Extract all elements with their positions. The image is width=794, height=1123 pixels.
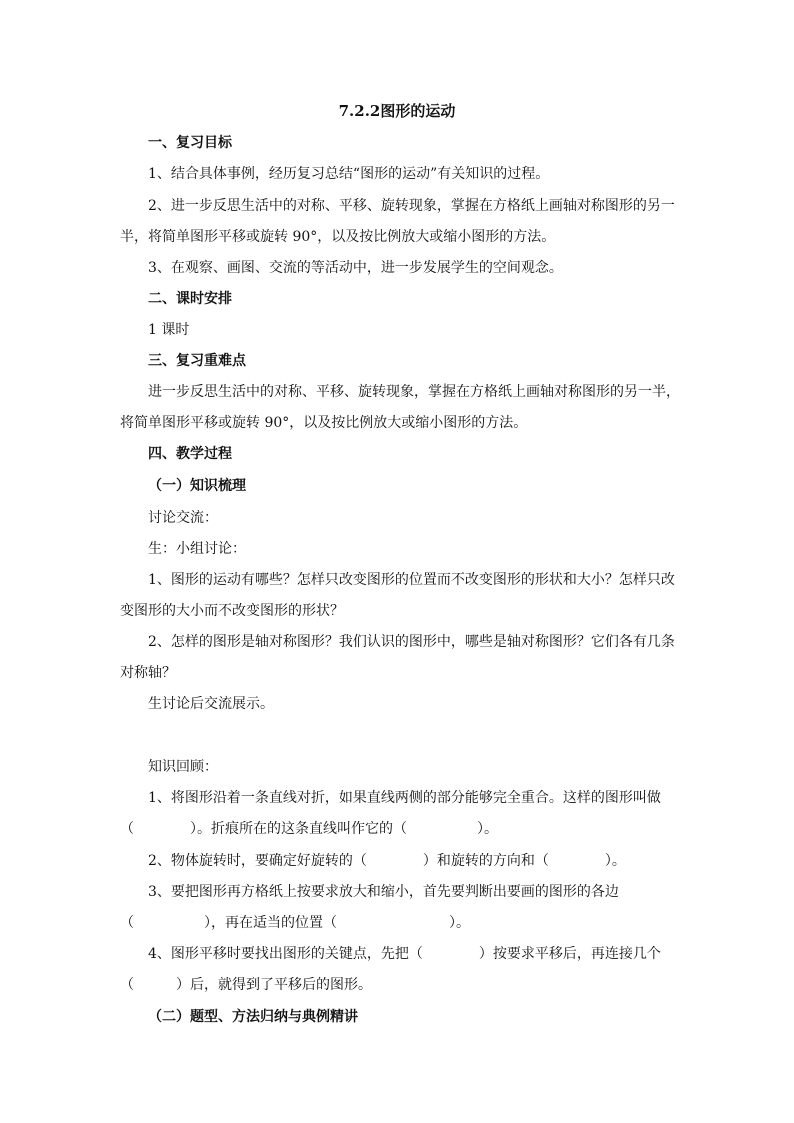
review-item-3-line-2: （ ），再在适当的位置（ ）。 <box>120 915 470 931</box>
paragraph-key-points-line-2: 将简单图形平移或旋转 90°，以及按比例放大或缩小图形的方法。 <box>120 415 528 431</box>
section-heading-teaching-process: 四、教学过程 <box>148 446 232 462</box>
review-item-4-line-2: （ ）后，就得到了平移后的图形。 <box>120 977 372 993</box>
review-item-3-line-1: 3、要把图形再方格纸上按要求放大和缩小，首先要判断出要画的图形的各边 <box>148 884 619 900</box>
section-heading-key-points: 三、复习重难点 <box>148 353 246 369</box>
document-title: 7.2.2图形的运动 <box>338 102 456 120</box>
paragraph-knowledge-review: 知识回顾： <box>148 759 218 775</box>
section-heading-schedule: 二、课时安排 <box>148 291 232 307</box>
paragraph-present-results: 生讨论后交流展示。 <box>148 696 274 712</box>
subheading-knowledge-overview: （一）知识梳理 <box>148 478 246 494</box>
paragraph-group-discussion: 生：小组讨论： <box>148 541 246 557</box>
question-2-line-2: 对称轴？ <box>120 665 176 681</box>
paragraph-goal-2-line-1: 2、进一步反思生活中的对称、平移、旋转现象，掌握在方格纸上画轴对称图形的另一 <box>148 198 675 214</box>
review-item-4-line-1: 4、图形平移时要找出图形的关键点，先把（ ）按要求平移后，再连接几个 <box>148 946 661 962</box>
question-2-line-1: 2、怎样的图形是轴对称图形？我们认识的图形中，哪些是轴对称图形？它们各有几条 <box>148 634 675 650</box>
paragraph-goal-3: 3、在观察、画图、交流的等活动中，进一步发展学生的空间观念。 <box>148 260 563 276</box>
section-heading-review-goals: 一、复习目标 <box>148 135 232 151</box>
subheading-question-types: （二）题型、方法归纳与典例精讲 <box>148 1009 358 1025</box>
paragraph-discussion: 讨论交流： <box>148 510 218 526</box>
question-1-line-2: 变图形的大小而不改变图形的形状？ <box>120 603 344 619</box>
review-item-1-line-2: （ ）。折痕所在的这条直线叫作它的（ ）。 <box>120 821 498 837</box>
paragraph-schedule: 1 课时 <box>148 322 190 338</box>
review-item-1-line-1: 1、将图形沿着一条直线对折，如果直线两侧的部分能够完全重合。这样的图形叫做 <box>148 790 661 806</box>
question-1-line-1: 1、图形的运动有哪些？怎样只改变图形的位置而不改变图形的形状和大小？怎样只改 <box>148 572 675 588</box>
paragraph-goal-1: 1、结合具体事例，经历复习总结“图形的运动”有关知识的过程。 <box>148 166 550 182</box>
review-item-2: 2、物体旋转时，要确定好旋转的（ ）和旋转的方向和（ ）。 <box>148 853 626 869</box>
paragraph-goal-2-line-2: 半，将简单图形平移或旋转 90°，以及按比例放大或缩小图形的方法。 <box>120 229 556 245</box>
paragraph-key-points-line-1: 进一步反思生活中的对称、平移、旋转现象，掌握在方格纸上画轴对称图形的另一半， <box>148 384 680 400</box>
